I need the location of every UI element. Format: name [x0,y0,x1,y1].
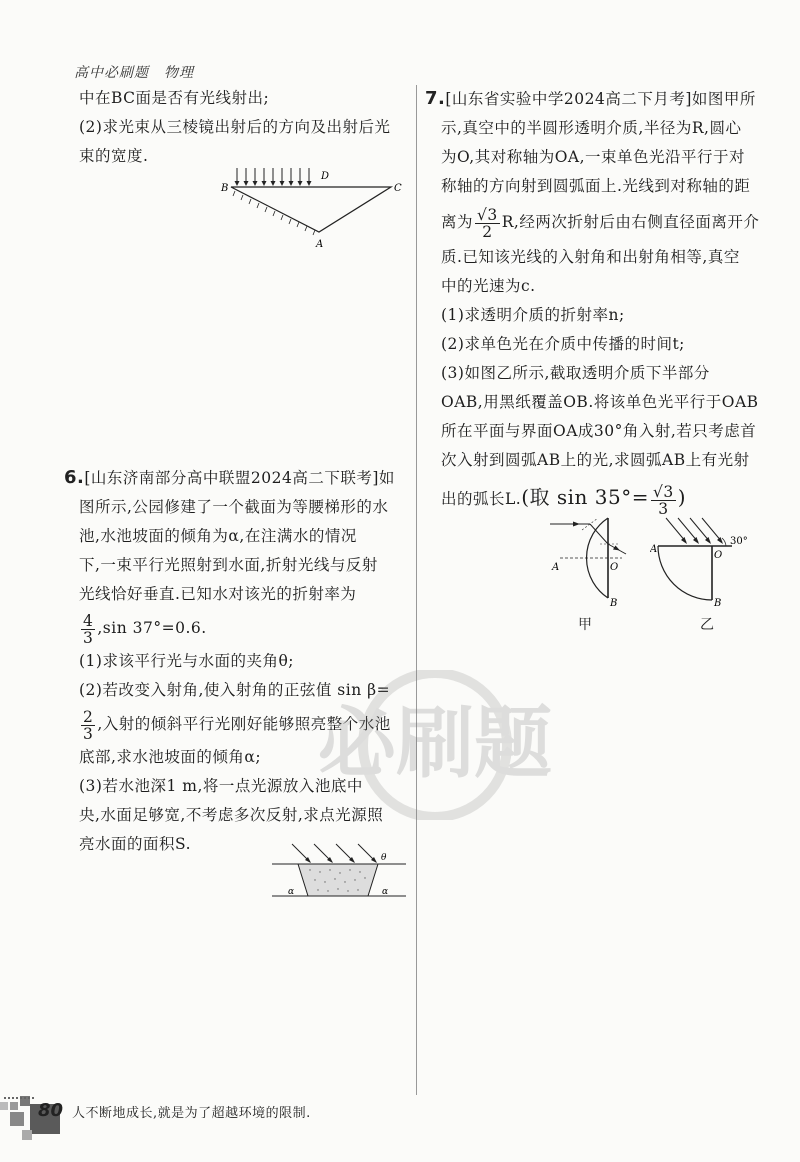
label-A: A [316,239,324,250]
question-5-tail [79,84,407,171]
q7-line: 次入射到圆弧AB上的光,求圆弧AB上有光射 [441,451,750,469]
question-6 [64,463,408,859]
column-divider [416,85,417,1095]
q7-paren: ) [677,485,687,509]
label-30deg: 30° [730,536,748,547]
q7-line: 质.已知该光线的入射角和出射角相等,真空 [441,248,740,266]
q5-line: 中在BC面是否有光线射出; [79,89,270,107]
q6-line: 光线恰好垂直.已知水对该光的折射率为 [79,585,357,603]
fraction-sqrt3-3: $\frac{√3}{3}$ [653,482,674,518]
q7-text: R,经两次折射后由右侧直径面离开介 [501,213,760,231]
q7-text: 离为 [441,213,474,231]
q6-fraction-line-2 [64,705,408,743]
light-rays [292,844,376,862]
q7-text: 出的弧长L. [441,490,522,508]
q5-line: (2)求光束从三棱镜出射后的方向及出射后光 [79,118,391,136]
watermark-text: 必刷题 [317,699,553,789]
q7-line: OAB,用黑纸覆盖OB.将该单色光平行于OAB [441,393,759,411]
q7-line: 中的光速为c. [441,277,536,295]
q6-line: 亮水面的面积S. [79,835,191,853]
figure-jia-caption: 甲 [578,617,592,633]
q6-line: 央,水面足够宽,不考虑多次反射,求点光源照 [79,806,384,824]
prism-triangle [231,187,391,232]
label-alpha-left: α [288,887,295,897]
q7-distance-line [425,201,765,243]
q6-sub3: (3)若水池深1 m,将一点光源放入池底中 [79,777,363,795]
q6-line: 池,水池坡面的倾角为α,在注满水的情况 [79,527,357,545]
q6-fraction-line [64,609,408,647]
q7-line: 为O,其对称轴为OA,一束单色光沿平行于对 [441,148,746,166]
q7-line: 所在平面与界面OA成30°角入射,若只考虑首 [441,422,757,440]
prism-figure [215,160,415,255]
q6-line: [山东济南部分高中联盟2024高二下联考]如 [84,469,395,487]
q6-text: ,sin 37°=0.6. [97,619,207,637]
q6-line: 下,一束平行光照射到水面,折射光线与反射 [79,556,378,574]
pool-figure [270,840,410,902]
q6-sub1: (1)求该平行光与水面的夹角θ; [79,652,295,670]
question-number: 7. [425,88,446,109]
q6-sub2: (2)若改变入射角,使入射角的正弦值 sin β= [79,681,391,699]
label-O: O [714,550,723,561]
q7-sub3: (3)如图乙所示,截取透明介质下半部分 [441,364,710,382]
mirror-hatching [233,191,315,235]
question-number: 6. [64,467,85,488]
label-C: C [394,183,402,194]
fraction-4-3: $\frac{4}{3}$ [83,611,94,647]
label-B: B [714,598,722,609]
fraction-sqrt3-2: $\frac{√3}{2}$ [477,205,498,241]
label-A: A [552,562,560,573]
q7-line: [山东省实验中学2024高二下月考]如图甲所 [445,90,756,108]
incident-rays [666,518,722,542]
q6-first-line [64,463,408,493]
footer-motto: 人不断地成长,就是为了超越环境的限制. [72,1106,311,1121]
q7-paren: (取 sin 35°= [521,485,649,509]
q5-line: 束的宽度. [79,147,149,165]
label-theta: θ [381,853,387,863]
q7-sub1: (1)求透明介质的折射率n; [441,306,625,324]
fraction-2-3: $\frac{2}{3}$ [83,707,94,743]
q7-first-line [425,84,765,114]
q6-line: 图所示,公园修建了一个截面为等腰梯形的水 [79,498,389,516]
label-B: B [610,598,618,609]
q7-line: 示,真空中的半圆形透明介质,半径为R,圆心 [441,119,742,137]
page-header-title: 高中必刷题 物理 [74,65,194,81]
pool-trapezoid [298,864,378,896]
q6-text: ,入射的倾斜平行光刚好能够照亮整个水池 [97,715,391,733]
label-A: A [650,544,658,555]
page-number: 80 [38,1100,64,1121]
figure-yi-caption: 乙 [700,617,714,633]
q7-line: 称轴的方向射到圆弧面上.光线到对称轴的距 [441,177,751,195]
label-alpha-right: α [382,887,389,897]
figure-yi [650,510,760,610]
label-D: D [321,171,330,182]
label-B: B [221,183,229,194]
figure-jia [540,510,640,610]
q6-line: 底部,求水池坡面的倾角α; [79,748,262,766]
label-O: O [610,562,619,573]
q7-sub2: (2)求单色光在介质中传播的时间t; [441,335,685,353]
question-7 [425,84,765,521]
